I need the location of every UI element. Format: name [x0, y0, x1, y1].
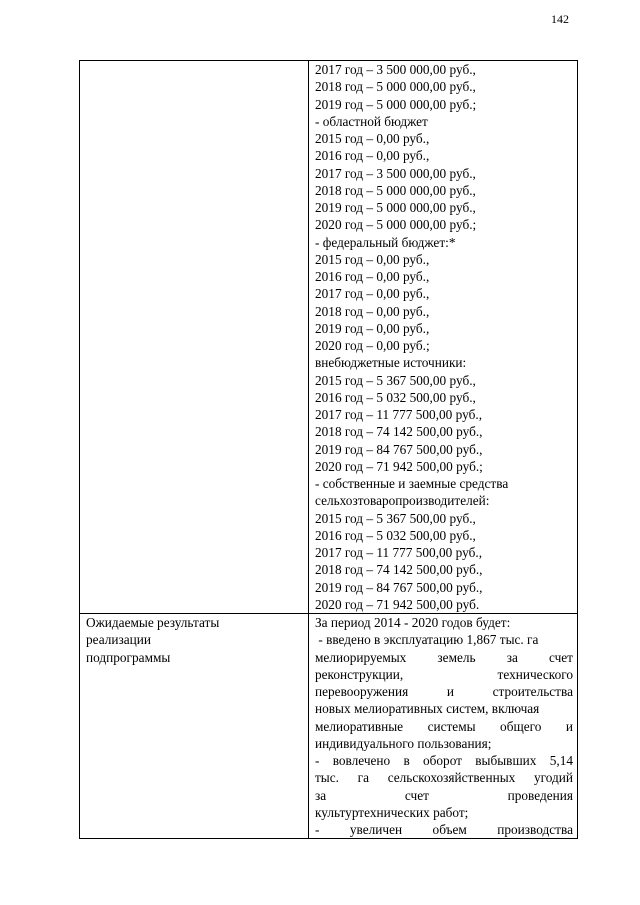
text-line: За период 2014 - 2020 годов будет:	[315, 615, 511, 630]
text-line: 2017 год – 11 777 500,00 руб.,	[315, 545, 483, 560]
text-line: тыс. га сельскохозяйственных угодий	[315, 770, 573, 786]
text-line: 2020 год – 5 000 000,00 руб.;	[315, 217, 477, 233]
row-label-cell	[80, 614, 309, 839]
text-line: - увеличен объем производства	[315, 822, 573, 837]
text-line: 2018 год – 74 142 500,00 руб.,	[315, 424, 483, 440]
text-line: внебюджетные источники:	[315, 355, 467, 371]
text-line: 2019 год – 84 767 500,00 руб.,	[315, 579, 483, 595]
text-line: - областной бюджет	[315, 113, 428, 129]
text-line: 2016 год – 5 032 500,00 руб.,	[315, 389, 476, 405]
table-row-expected-results	[80, 614, 578, 839]
text-line: мелиоративные системы общего и	[315, 718, 573, 734]
text-line: - собственные и заемные средства	[315, 476, 509, 491]
text-line: 2019 год – 5 000 000,00 руб.;	[315, 96, 477, 112]
row-label-line: Ожидаемые результаты	[86, 615, 220, 630]
text-line: - вовлечено в оборот выбывших 5,14	[315, 753, 573, 768]
text-line: 2015 год – 5 367 500,00 руб.,	[315, 510, 476, 526]
text-line: культуртехнических работ;	[315, 804, 469, 820]
text-line: 2020 год – 0,00 руб.;	[315, 338, 430, 353]
row-label-line: реализации	[86, 632, 151, 648]
text-line: мелиорируемых земель за счет	[315, 649, 573, 665]
text-line: 2020 год – 71 942 500,00 руб.;	[315, 458, 483, 474]
text-line: 2019 год – 5 000 000,00 руб.,	[315, 200, 476, 215]
row-label-cell	[80, 61, 309, 614]
program-passport-table	[79, 60, 578, 839]
text-line: 2017 год – 0,00 руб.,	[315, 286, 430, 302]
text-line: за счет проведения	[315, 787, 573, 803]
text-line: 2017 год – 3 500 000,00 руб.,	[315, 165, 476, 181]
text-line: - федеральный бюджет:*	[315, 234, 456, 250]
text-line: 2015 год – 0,00 руб.,	[315, 251, 430, 267]
financing-details-cell	[309, 61, 578, 614]
text-line: реконструкции, технического	[315, 666, 573, 682]
text-line: 2016 год – 0,00 руб.,	[315, 269, 430, 284]
text-line: 2016 год – 5 032 500,00 руб.,	[315, 527, 476, 543]
text-line: 2015 год – 0,00 руб.,	[315, 131, 430, 146]
table-row-financing	[80, 61, 578, 614]
text-line: перевооружения и строительства	[315, 684, 573, 699]
page-number: 142	[551, 12, 569, 26]
text-line: 2019 год – 0,00 руб.,	[315, 320, 430, 336]
row-label-line: подпрограммы	[86, 649, 171, 665]
text-line: 2017 год – 11 777 500,00 руб.,	[315, 407, 483, 422]
text-line: 2017 год – 3 500 000,00 руб.,	[315, 62, 476, 77]
text-line: - введено в эксплуатацию 1,867 тыс. га	[315, 632, 539, 648]
expected-results-cell	[309, 614, 578, 839]
text-line: 2020 год – 71 942 500,00 руб.	[315, 596, 480, 612]
text-line: 2016 год – 0,00 руб.,	[315, 148, 430, 164]
text-line: 2018 год – 74 142 500,00 руб.,	[315, 562, 483, 578]
text-line: 2018 год – 0,00 руб.,	[315, 303, 430, 319]
text-line: 2018 год – 5 000 000,00 руб.,	[315, 182, 476, 198]
text-line: 2018 год – 5 000 000,00 руб.,	[315, 79, 476, 95]
text-line: новых мелиоративных систем, включая	[315, 701, 540, 717]
text-line: 2019 год – 84 767 500,00 руб.,	[315, 441, 483, 457]
text-line: 2015 год – 5 367 500,00 руб.,	[315, 372, 476, 388]
text-line: индивидуального пользования;	[315, 735, 492, 751]
text-line: сельхозтоваропроизводителей:	[315, 493, 490, 509]
